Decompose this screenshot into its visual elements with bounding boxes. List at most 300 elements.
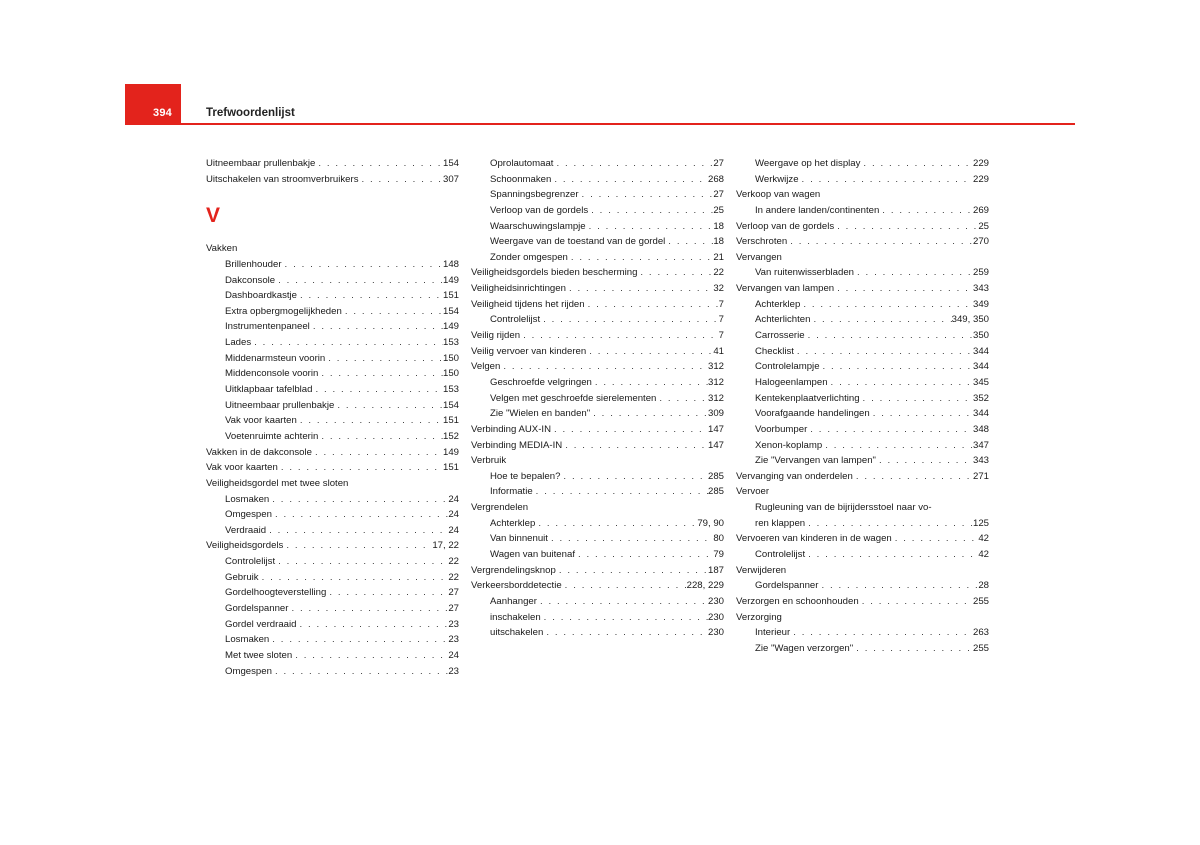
entry-term: Middenconsole voorin bbox=[225, 368, 319, 380]
entry-page-ref: 32 bbox=[713, 283, 724, 295]
entry-page-ref: 23 bbox=[448, 634, 459, 646]
entry-term: Zonder omgespen bbox=[490, 251, 568, 263]
entry-page-ref: 154 bbox=[442, 305, 459, 317]
entry-term: uitschakelen bbox=[490, 627, 544, 639]
entry-page-ref: 151 bbox=[442, 415, 459, 427]
entry-term: Verzorgen en schoonhouden bbox=[736, 595, 859, 607]
dot-leader bbox=[579, 187, 714, 203]
index-entry bbox=[206, 172, 459, 188]
entry-term: Uitklapbaar tafelblad bbox=[225, 384, 313, 396]
entry-term: Veiligheidsgordel met twee sloten bbox=[206, 477, 349, 489]
dot-leader bbox=[828, 375, 973, 391]
entry-term: Werkwijze bbox=[755, 173, 799, 185]
entry-term: Vakken bbox=[206, 243, 238, 255]
index-subentry bbox=[206, 257, 459, 273]
dot-leader bbox=[315, 156, 443, 172]
index-subentry bbox=[736, 156, 989, 172]
index-subentry bbox=[736, 625, 989, 641]
entry-page-ref: 148 bbox=[442, 258, 459, 270]
dot-leader bbox=[297, 413, 443, 429]
entry-term: Schoonmaken bbox=[490, 173, 552, 185]
entry-page-ref: 153 bbox=[442, 384, 459, 396]
entry-page-ref: 285 bbox=[707, 470, 724, 482]
entry-page-ref: 17, 22 bbox=[432, 540, 459, 552]
dot-leader bbox=[282, 257, 443, 273]
entry-term: Veiligheidsgordels bieden bescherming bbox=[471, 267, 638, 279]
entry-page-ref: 187 bbox=[707, 564, 724, 576]
index-column-3 bbox=[736, 156, 989, 657]
dot-leader bbox=[586, 344, 713, 360]
entry-page-ref: 345 bbox=[972, 376, 989, 388]
dot-leader bbox=[799, 172, 973, 188]
dot-leader bbox=[562, 578, 687, 594]
index-group-heading bbox=[206, 476, 459, 492]
index-entry bbox=[206, 156, 459, 172]
entry-term: Velgen bbox=[471, 361, 501, 373]
entry-page-ref: 344 bbox=[972, 361, 989, 373]
entry-page-ref: 307 bbox=[442, 173, 459, 185]
dot-leader bbox=[822, 438, 973, 454]
dot-leader bbox=[500, 359, 708, 375]
dot-leader bbox=[251, 335, 443, 351]
index-subentry bbox=[471, 156, 724, 172]
index-entry bbox=[471, 578, 724, 594]
entry-page-ref: 24 bbox=[448, 649, 459, 661]
index-subentry bbox=[471, 250, 724, 266]
index-subentry bbox=[206, 507, 459, 523]
dot-leader bbox=[312, 382, 443, 398]
entry-term: Weergave van de toestand van de gordel bbox=[490, 236, 666, 248]
entry-page-ref: 255 bbox=[972, 642, 989, 654]
entry-term: Veiligheid tijdens het rijden bbox=[471, 298, 585, 310]
entry-term: Omgespen bbox=[225, 509, 272, 521]
index-subentry bbox=[206, 366, 459, 382]
index-subentry bbox=[471, 484, 724, 500]
entry-term: Verwijderen bbox=[736, 564, 787, 576]
entry-page-ref: 343 bbox=[972, 283, 989, 295]
entry-page-ref: 42 bbox=[978, 533, 989, 545]
index-subentry bbox=[206, 554, 459, 570]
entry-page-ref: 309 bbox=[707, 408, 724, 420]
dot-leader bbox=[794, 344, 973, 360]
dot-leader bbox=[834, 281, 973, 297]
entry-page-ref: 229 bbox=[972, 158, 989, 169]
index-subentry bbox=[736, 438, 989, 454]
entry-page-ref: 352 bbox=[972, 392, 989, 404]
dot-leader bbox=[879, 203, 973, 219]
entry-term: Verzorging bbox=[736, 611, 782, 623]
entry-page-ref: 259 bbox=[972, 267, 989, 279]
entry-page-ref: 28 bbox=[978, 580, 989, 592]
entry-page-ref: 7 bbox=[718, 314, 724, 326]
index-entry bbox=[471, 438, 724, 454]
index-subentry bbox=[471, 219, 724, 235]
dot-leader bbox=[541, 610, 708, 626]
dot-leader bbox=[553, 156, 713, 172]
entry-term: Lades bbox=[225, 337, 252, 349]
index-entry bbox=[206, 445, 459, 461]
dot-leader bbox=[533, 484, 708, 500]
entry-term: Dakconsole bbox=[225, 274, 276, 286]
index-group-heading bbox=[736, 187, 989, 203]
entry-page-ref: 285 bbox=[707, 486, 724, 498]
entry-term: Informatie bbox=[490, 486, 533, 498]
index-subentry bbox=[471, 547, 724, 563]
entry-term: Controlelijst bbox=[755, 549, 806, 561]
entry-term: Hoe te bepalen? bbox=[490, 470, 561, 482]
entry-page-ref: 21 bbox=[713, 251, 724, 263]
entry-page-ref: 349, 350 bbox=[951, 314, 989, 326]
index-group-heading bbox=[736, 610, 989, 626]
entry-term: Halogeenlampen bbox=[755, 376, 828, 388]
entry-term: Verbinding MEDIA-IN bbox=[471, 439, 563, 451]
entry-page-ref: 147 bbox=[707, 439, 724, 451]
index-subentry bbox=[471, 234, 724, 250]
index-subentry bbox=[471, 625, 724, 641]
entry-term: Xenon-koplamp bbox=[755, 439, 823, 451]
entry-page-ref: 18 bbox=[713, 236, 724, 248]
entry-page-ref: 125 bbox=[972, 517, 989, 529]
index-subentry bbox=[736, 422, 989, 438]
entry-term: Controlelijst bbox=[490, 314, 541, 326]
entry-page-ref: 22 bbox=[448, 571, 459, 583]
index-subentry bbox=[206, 664, 459, 680]
dot-leader bbox=[551, 172, 708, 188]
entry-page-ref: 268 bbox=[707, 173, 724, 185]
index-subentry bbox=[736, 297, 989, 313]
index-subentry bbox=[736, 265, 989, 281]
entry-page-ref: 344 bbox=[972, 408, 989, 420]
index-subentry bbox=[206, 570, 459, 586]
index-subentry bbox=[736, 547, 989, 563]
dot-leader bbox=[854, 265, 973, 281]
entry-page-ref: 343 bbox=[972, 455, 989, 467]
entry-page-ref: 149 bbox=[442, 446, 459, 458]
dot-leader bbox=[325, 351, 443, 367]
entry-term: Met twee sloten bbox=[225, 649, 293, 661]
dot-leader bbox=[787, 234, 973, 250]
dot-leader bbox=[278, 460, 443, 476]
section-title: Trefwoordenlijst bbox=[206, 107, 295, 119]
entry-term: Kentekenplaatverlichting bbox=[755, 392, 860, 404]
entry-term: Extra opbergmogelijkheden bbox=[225, 305, 342, 317]
entry-term: Veilig vervoer van kinderen bbox=[471, 345, 587, 357]
dot-leader bbox=[592, 375, 708, 391]
dot-leader bbox=[805, 328, 973, 344]
index-subentry bbox=[471, 469, 724, 485]
entry-term: Achterklep bbox=[490, 517, 536, 529]
dot-leader bbox=[359, 172, 443, 188]
index-subentry bbox=[736, 312, 989, 328]
entry-term: Verloop van de gordels bbox=[490, 204, 589, 216]
entry-term: Van binnenuit bbox=[490, 533, 548, 545]
entry-term: Vak voor kaarten bbox=[225, 415, 297, 427]
entry-page-ref: 27 bbox=[448, 603, 459, 615]
index-subentry bbox=[206, 351, 459, 367]
index-subentry bbox=[471, 406, 724, 422]
dot-leader bbox=[272, 507, 448, 523]
dot-leader bbox=[540, 312, 719, 328]
dot-leader bbox=[568, 250, 713, 266]
entry-term: Voetenruimte achterin bbox=[225, 430, 319, 442]
dot-leader bbox=[288, 601, 448, 617]
entry-page-ref: 25 bbox=[713, 204, 724, 216]
entry-term: Vergrendelingsknop bbox=[471, 564, 556, 576]
dot-leader bbox=[269, 492, 448, 508]
index-group-heading bbox=[736, 484, 989, 500]
entry-term: Vak voor kaarten bbox=[206, 462, 278, 474]
entry-term: Velgen met geschroefde sierelementen bbox=[490, 392, 657, 404]
entry-page-ref: 271 bbox=[972, 470, 989, 482]
entry-page-ref: 154 bbox=[442, 158, 459, 169]
index-subentry bbox=[471, 516, 724, 532]
entry-term: Gebruik bbox=[225, 571, 259, 583]
index-subentry bbox=[206, 288, 459, 304]
index-subentry bbox=[206, 273, 459, 289]
index-subentry bbox=[206, 585, 459, 601]
entry-page-ref: 147 bbox=[707, 423, 724, 435]
index-entry bbox=[471, 281, 724, 297]
entry-term: Achterlichten bbox=[755, 314, 811, 326]
entry-term: Carrosserie bbox=[755, 330, 805, 342]
entry-page-ref: 230 bbox=[707, 611, 724, 623]
dot-leader bbox=[810, 312, 951, 328]
entry-page-ref: 230 bbox=[707, 627, 724, 639]
index-entry bbox=[736, 234, 989, 250]
entry-term: Verbinding AUX-IN bbox=[471, 423, 551, 435]
entry-page-ref: 149 bbox=[442, 321, 459, 333]
entry-page-ref: 27 bbox=[448, 587, 459, 599]
index-entry bbox=[471, 265, 724, 281]
dot-leader bbox=[575, 547, 713, 563]
entry-page-ref: 228, 229 bbox=[686, 580, 724, 592]
index-subentry bbox=[736, 516, 989, 532]
entry-page-ref: 42 bbox=[978, 549, 989, 561]
index-subentry bbox=[471, 531, 724, 547]
dot-leader bbox=[272, 664, 448, 680]
dot-leader bbox=[834, 219, 978, 235]
index-entry bbox=[736, 531, 989, 547]
entry-term: Achterklep bbox=[755, 298, 801, 310]
dot-leader bbox=[543, 625, 708, 641]
entry-page-ref: 80 bbox=[713, 533, 724, 545]
entry-term: Checklist bbox=[755, 345, 794, 357]
entry-term: Waarschuwingslampje bbox=[490, 220, 586, 232]
dot-leader bbox=[342, 304, 443, 320]
entry-page-ref: 312 bbox=[707, 376, 724, 388]
entry-term: Verdraaid bbox=[225, 524, 267, 536]
entry-page-ref: 27 bbox=[713, 189, 724, 201]
entry-page-ref: 344 bbox=[972, 345, 989, 357]
dot-leader bbox=[562, 438, 708, 454]
entry-page-ref: 22 bbox=[713, 267, 724, 279]
entry-page-ref: 22 bbox=[448, 556, 459, 568]
entry-page-ref: 24 bbox=[448, 509, 459, 521]
index-subentry bbox=[736, 406, 989, 422]
index-subentry bbox=[471, 610, 724, 626]
entry-page-ref: 150 bbox=[442, 368, 459, 380]
header-rule bbox=[125, 123, 1075, 125]
entry-term: Gordelhoogteverstelling bbox=[225, 587, 327, 599]
dot-leader bbox=[859, 594, 973, 610]
dot-leader bbox=[853, 641, 973, 657]
entry-term: ren klappen bbox=[755, 517, 806, 529]
entry-page-ref: 153 bbox=[442, 337, 459, 349]
dot-leader bbox=[860, 391, 973, 407]
dot-leader bbox=[537, 594, 708, 610]
entry-term: Interieur bbox=[755, 627, 791, 639]
entry-term: Verkeersborddetectie bbox=[471, 580, 562, 592]
index-entry bbox=[471, 297, 724, 313]
dot-leader bbox=[586, 219, 714, 235]
index-subentry bbox=[736, 578, 989, 594]
index-subentry bbox=[471, 187, 724, 203]
dot-leader bbox=[590, 406, 708, 422]
dot-leader bbox=[588, 203, 713, 219]
entry-term: Vergrendelen bbox=[471, 502, 529, 514]
entry-term: Veiligheidsinrichtingen bbox=[471, 283, 566, 295]
dot-leader bbox=[790, 625, 973, 641]
entry-term: Weergave op het display bbox=[755, 158, 861, 169]
index-subentry bbox=[206, 319, 459, 335]
entry-term: Vervangen van lampen bbox=[736, 283, 835, 295]
dot-leader bbox=[318, 366, 443, 382]
index-subentry bbox=[736, 641, 989, 657]
entry-term: Oprolautomaat bbox=[490, 158, 554, 169]
entry-page-ref: 149 bbox=[442, 274, 459, 286]
index-entry bbox=[471, 344, 724, 360]
entry-term: Uitneembaar prullenbakje bbox=[206, 158, 316, 169]
dot-leader bbox=[551, 422, 708, 438]
index-subentry bbox=[206, 648, 459, 664]
dot-leader bbox=[535, 516, 697, 532]
index-entry bbox=[471, 359, 724, 375]
entry-term: inschakelen bbox=[490, 611, 541, 623]
dot-leader bbox=[312, 445, 443, 461]
index-letter-heading: V bbox=[206, 204, 221, 228]
dot-leader bbox=[334, 398, 443, 414]
entry-term: Omgespen bbox=[225, 665, 272, 677]
entry-term: Zie "Wagen verzorgen" bbox=[755, 642, 854, 654]
entry-page-ref: 25 bbox=[978, 220, 989, 232]
index-subentry bbox=[206, 617, 459, 633]
entry-term: Verschroten bbox=[736, 236, 788, 248]
entry-page-ref: 312 bbox=[707, 392, 724, 404]
entry-term: Geschroefde velgringen bbox=[490, 376, 592, 388]
index-entry bbox=[736, 281, 989, 297]
index-column-2 bbox=[471, 156, 724, 641]
index-group-heading bbox=[736, 250, 989, 266]
index-group-heading bbox=[736, 563, 989, 579]
index-subentry bbox=[736, 328, 989, 344]
entry-page-ref: 79, 90 bbox=[697, 517, 724, 529]
index-subentry bbox=[736, 375, 989, 391]
index-group-heading bbox=[471, 453, 724, 469]
dot-leader bbox=[318, 429, 443, 445]
dot-leader bbox=[275, 273, 443, 289]
index-group-heading bbox=[471, 500, 724, 516]
entry-term: Voorafgaande handelingen bbox=[755, 408, 870, 420]
entry-page-ref: 23 bbox=[448, 665, 459, 677]
entry-term: Gordel verdraaid bbox=[225, 618, 297, 630]
index-subentry bbox=[471, 172, 724, 188]
entry-page-ref: 154 bbox=[442, 399, 459, 411]
entry-term: Voorbumper bbox=[755, 423, 808, 435]
dot-leader bbox=[818, 578, 978, 594]
dot-leader bbox=[296, 617, 448, 633]
entry-term: Gordelspanner bbox=[755, 580, 819, 592]
index-subentry bbox=[736, 391, 989, 407]
entry-term: Wagen van buitenaf bbox=[490, 549, 575, 561]
entry-page-ref: 24 bbox=[448, 524, 459, 536]
dot-leader bbox=[326, 585, 448, 601]
entry-term: Veilig rijden bbox=[471, 330, 521, 342]
index-subentry bbox=[206, 413, 459, 429]
entry-term: Losmaken bbox=[225, 493, 270, 505]
index-subentry bbox=[206, 429, 459, 445]
dot-leader bbox=[585, 297, 719, 313]
entry-term: Vervoeren van kinderen in de wagen bbox=[736, 533, 892, 545]
index-entry bbox=[736, 469, 989, 485]
index-subentry bbox=[206, 601, 459, 617]
dot-leader bbox=[275, 554, 448, 570]
entry-term: Uitschakelen van stroomverbruikers bbox=[206, 173, 359, 185]
entry-term: Spanningsbegrenzer bbox=[490, 189, 579, 201]
entry-term: Aanhanger bbox=[490, 595, 537, 607]
entry-page-ref: 255 bbox=[972, 595, 989, 607]
index-subentry bbox=[471, 391, 724, 407]
entry-page-ref: 151 bbox=[442, 290, 459, 302]
entry-page-ref: 263 bbox=[972, 627, 989, 639]
entry-term: Vervanging van onderdelen bbox=[736, 470, 853, 482]
entry-term: Controlelampje bbox=[755, 361, 820, 373]
entry-page-ref: 7 bbox=[718, 298, 724, 310]
entry-page-ref: 151 bbox=[442, 462, 459, 474]
entry-page-ref: 24 bbox=[448, 493, 459, 505]
index-subentry bbox=[471, 203, 724, 219]
entry-term: Vervangen bbox=[736, 251, 782, 263]
entry-page-ref: 347 bbox=[972, 439, 989, 451]
entry-term: Zie "Wielen en banden" bbox=[490, 408, 591, 420]
index-subentry bbox=[471, 312, 724, 328]
dot-leader bbox=[520, 328, 719, 344]
dot-leader bbox=[807, 422, 973, 438]
entry-term: Verkoop van wagen bbox=[736, 189, 821, 201]
dot-leader bbox=[259, 570, 449, 586]
entry-page-ref: 23 bbox=[448, 618, 459, 630]
entry-term: Instrumentenpaneel bbox=[225, 321, 310, 333]
entry-page-ref: 350 bbox=[972, 330, 989, 342]
index-subentry bbox=[736, 172, 989, 188]
entry-page-ref: 269 bbox=[972, 204, 989, 216]
dot-leader bbox=[892, 531, 979, 547]
index-subentry bbox=[736, 203, 989, 219]
entry-term: Verbruik bbox=[471, 455, 507, 467]
entry-term: Vervoer bbox=[736, 486, 770, 498]
dot-leader bbox=[656, 391, 708, 407]
entry-term: Uitneembaar prullenbakje bbox=[225, 399, 335, 411]
index-entry bbox=[206, 538, 459, 554]
entry-page-ref: 348 bbox=[972, 423, 989, 435]
index-entry bbox=[206, 460, 459, 476]
index-subentry bbox=[206, 492, 459, 508]
entry-term: Zie "Vervangen van lampen" bbox=[755, 455, 876, 467]
entry-term: In andere landen/continenten bbox=[755, 204, 880, 216]
index-subentry bbox=[736, 359, 989, 375]
dot-leader bbox=[560, 469, 708, 485]
index-subentry bbox=[736, 453, 989, 469]
entry-page-ref: 18 bbox=[713, 220, 724, 232]
